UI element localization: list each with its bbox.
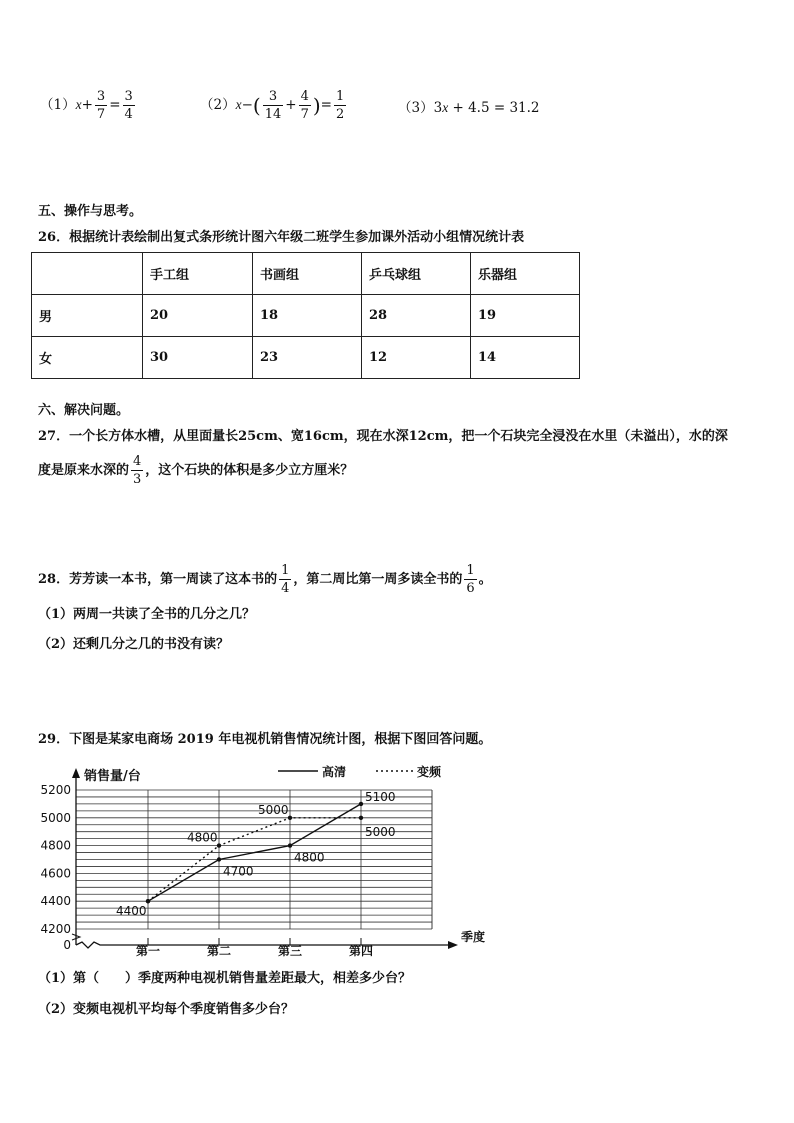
- data-point: [217, 857, 221, 861]
- q27-text-b: ，这个石块的体积是多少立方厘米？: [145, 463, 354, 478]
- table-cell: 30: [143, 337, 253, 379]
- question-28-sub2: （2）还剩几分之几的书没有读？: [38, 637, 230, 652]
- y-axis-label: 销售量/台: [84, 769, 141, 784]
- data-label: 5000: [258, 802, 289, 817]
- x-tick-label: 第二: [206, 944, 232, 958]
- x-tick-label: 第一: [135, 944, 161, 958]
- question-29-text: 29．下图是某家电商场 2019 年电视机销售情况统计图，根据下图回答问题。: [38, 732, 492, 747]
- table-cell: 18: [253, 295, 362, 337]
- table-cell: 12: [362, 337, 471, 379]
- y-tick-label: 4200: [40, 922, 71, 936]
- question-26-text: 26．根据统计表绘制出复式条形统计图六年级二班学生参加课外活动小组情况统计表: [38, 230, 525, 245]
- data-label: 4800: [294, 850, 325, 865]
- data-label: 4700: [223, 864, 254, 879]
- x-axis: [76, 942, 450, 948]
- data-point: [146, 899, 150, 903]
- table-header-handcraft: 手工组: [143, 253, 253, 295]
- question-28-sub1: （1）两周一共读了全书的几分之几？: [38, 607, 256, 622]
- question-27-line1: 27．一个长方体水槽，从里面量长25cm、宽16cm，现在水深12cm，把一个石块完全浸没在水里（未溢出），水的深: [38, 429, 728, 444]
- question-28-text: 28．芳芳读一本书，第一周读了这本书的 $\frac{1}{4}$ ，第二周比第一周多读全书的 $\frac{1}{6}$ 。: [38, 563, 492, 596]
- x-axis-label: 季度: [461, 930, 486, 944]
- legend-label-hd: 高清: [322, 765, 347, 779]
- table-cell: 20: [143, 295, 253, 337]
- y-tick-label: 5200: [40, 783, 71, 797]
- y-tick-label: 4400: [40, 894, 71, 909]
- table-cell: 19: [471, 295, 580, 337]
- y-tick-label: 4800: [40, 838, 71, 853]
- data-label: 5100: [365, 789, 396, 804]
- data-label: 5000: [365, 824, 396, 839]
- data-label: 4800: [187, 830, 218, 845]
- y-tick-label: 0: [63, 938, 71, 952]
- legend-label-inverter: 变频: [417, 765, 442, 779]
- table-cell: 23: [253, 337, 362, 379]
- table-header-pingpong: 乒乓球组: [362, 253, 471, 295]
- table-cell: 14: [471, 337, 580, 379]
- section-5-heading: 五、操作与思考。: [38, 204, 143, 219]
- section-6-heading: 六、解决问题。: [38, 403, 130, 418]
- equation-1: （1）x+ $\frac{3}{7}$ = $\frac{3}{4}$: [40, 89, 133, 122]
- question-27-line2: 度是原来水深的 $\frac{4}{3}$ ，这个石块的体积是多少立方厘米？: [38, 454, 354, 487]
- data-point: [359, 816, 363, 820]
- data-point: [288, 843, 292, 847]
- x-axis-arrow: [448, 941, 458, 949]
- data-label: 4400: [116, 904, 147, 919]
- q27-text-a: 度是原来水深的: [38, 463, 130, 478]
- table-cell: 男: [32, 295, 143, 337]
- data-point: [359, 802, 363, 806]
- y-axis-arrow: [72, 768, 80, 778]
- table-header-painting: 书画组: [253, 253, 362, 295]
- y-tick-label: 4600: [40, 866, 71, 881]
- x-tick-label: 第四: [348, 944, 374, 958]
- table-cell: 女: [32, 337, 143, 379]
- table-cell: 28: [362, 295, 471, 337]
- equation-3: （3）3x + 4.5 = 31.2: [398, 100, 540, 116]
- x-tick-label: 第三: [277, 944, 303, 958]
- y-tick-label: 5000: [40, 810, 71, 825]
- equation-2: （2）x−( $\frac{3}{14}$ + $\frac{4}{7}$ )= $\frac{1}{2}$: [200, 89, 345, 122]
- question-29-sub1: （1）第（ ）季度两种电视机销售量差距最大，相差多少台？: [38, 971, 412, 986]
- table-header-music: 乐器组: [471, 253, 580, 295]
- question-29-sub2: （2）变频电视机平均每个季度销售多少台？: [38, 1002, 295, 1017]
